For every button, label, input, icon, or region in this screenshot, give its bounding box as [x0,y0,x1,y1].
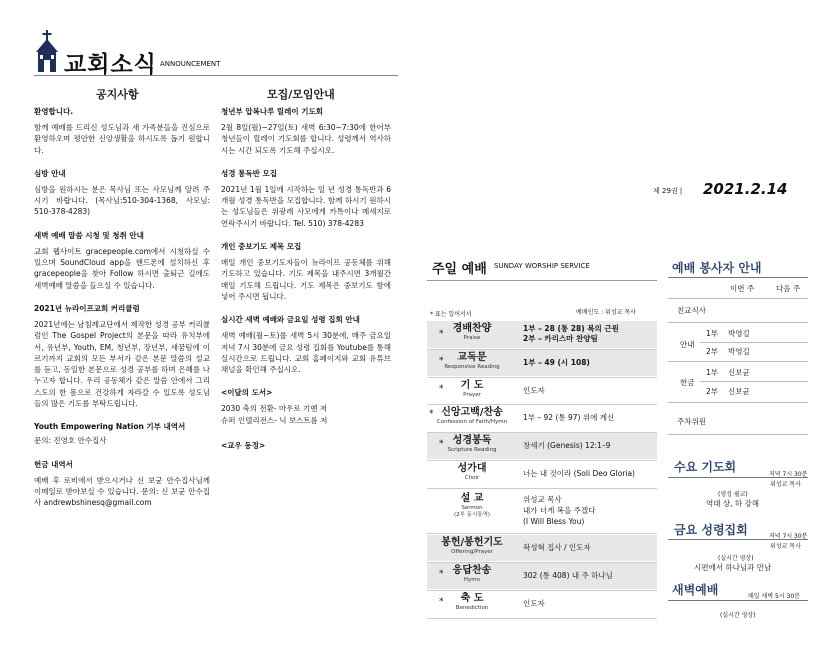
notice-item [34,421,210,446]
stand-marker: * [439,439,444,449]
server-name: 신보균 [728,387,750,396]
notice-title: 환영합니다. [34,107,74,116]
server-group: 친교식사 [677,306,706,315]
wed-prayer-desc: 역대 상, 하 강해 [706,499,760,508]
worship-item-name: 교독문 [457,352,487,363]
fri-meeting-title: 금요 성령집회 [674,523,748,537]
fri-meeting-desc: 시편에서 하나님과 만남 [694,563,772,572]
worship-item-sub: Praise [463,335,481,341]
worship-item-name: 성가대 [457,463,487,474]
notice-item [34,459,210,509]
worship-item-name: 성경봉독 [452,435,492,446]
notice-body: 함께 예배를 드리신 성도님과 새 가족분들을 진심으로 환영하오며 평안한 신앙생활을 하시도록 돕기 원합니다. [34,123,210,155]
recruit-body: 2021년 1월 1일에 시작하는 일 년 성경 통독반과 6개월 성경 통독반을 모집합니다. 함께 하시기 원하시는 성도님들은 위광례 사모에게 카톡이나 메세지로 연락주시기 바랍니다. Tel. 510) 378-4283 [221,184,391,228]
notice-item [34,303,210,409]
stand-marker: * [439,569,444,579]
stand-marker: * [439,356,444,366]
notice-body: 교회 웹사이트 gracepeople.com에서 시청하실 수 있으며 SoundCloud app을 핸드폰에 설치하신 후 gracepeople을 찾아 Follow 하시면 출퇴근 길에도 새벽예배 말씀을 들으실 수 있습니다. [34,246,210,290]
worship-item-sub: Choir [464,475,480,481]
server-group: 주차위원 [677,417,706,426]
worship-item-sub: Hymn [463,577,481,583]
stand-marker: * [429,409,434,419]
worship-item-value: 창세기 (Genesis) 12:1–9 [523,441,611,450]
worship-note-stand: * 표는 일어서서 [430,311,472,318]
worship-item-name: 설 교 [460,493,484,504]
worship-row-prayer [427,378,657,404]
recruit-title: 청년부 압복나루 릴레이 기도회 [221,107,324,116]
recruit-item [221,314,391,375]
worship-row-praise [427,321,657,348]
notice-title: Youth Empowering Nation 기부 내역서 [34,422,186,432]
worship-item-name: 응답찬송 [452,565,492,576]
header-divider [34,75,398,76]
recruit-title: 실시간 새벽 예배와 금요일 성령 집회 안내 [221,315,360,325]
worship-item-sub: Offering/Prayer [451,549,493,555]
worship-row-hymn [427,563,657,589]
notices-heading: 공지사항 [96,88,139,101]
notice-title: 헌금 내역서 [34,459,73,469]
header-subtitle: ANNOUNCEMENT [160,60,221,68]
recruit-body: 2월 8일(월)~27일(토) 새벽 6:30~7:30에 한어부 청년들이 릴레이 기도회를 합니다. 성령께서 역사하시는 시간 되도록 기도해 주십시오. [221,123,391,155]
servers-col-next-week: 다음 주 [776,284,801,293]
notice-body: 심방을 원하시는 분은 목사님 또는 사모님께 알려 주시기 바랍니다. (목사님:510-304-1368, 사모님: 510-378-4283) [34,184,210,217]
worship-item-value: 너는 내 것이라 (Soli Deo Gloria) [523,469,635,478]
worship-row-confession [427,405,657,431]
notice-title: 심방 안내 [34,168,66,178]
recruit-title: 개인 중보기도 제목 모집 [221,242,302,252]
dept-news-title: <교우 동정> [221,441,266,451]
server-part: 1부 [706,368,719,377]
server-part: 1부 [706,329,719,338]
dawn-service-time: 매일 새벽 5시 30분 [748,593,800,600]
servers-title: 예배 봉사자 안내 [672,261,762,275]
notice-title: 새벽 예배 말씀 시청 및 청취 안내 [34,230,144,240]
fri-meeting-time: 저녁 7시 30분 [769,533,808,540]
stand-marker: * [439,597,444,607]
worship-item-sub: Responsive Reading [444,364,500,370]
worship-item-name: 축 도 [460,593,484,604]
recruit-list [221,106,391,451]
recruit-item [221,241,391,302]
notices-list [34,106,210,509]
worship-row-sermon [427,490,657,530]
books-title: <이달의 도서> [221,388,273,398]
worship-row-choir [427,461,657,487]
notice-title: 2021년 뉴라이프교회 커리큘럼 [34,303,140,313]
worship-row-offering [427,535,657,561]
notice-body: 2021년에는 남침례교단에서 제작한 성경 공부 커리큘럼인 The Gospel Project의 본문을 따라 유치부에서, 유년부, Youth, EM, 청년부, 장년부, 새꿈팀에 이르기까지 교회의 모든 부서가 같은 본문 말씀의 설교를 듣고, 동일한 본문으로 성경 공부를 하며 은혜를 나누고자 합니다. 우리 공동체가 같은 말씀 안에서 그리스도의 한 몸으로 건강하게 자라갈 수 있도록 성도님들의 많은 기도를 부탁드립니다. [34,319,210,409]
header-title: 교회소식 [64,52,157,78]
worship-item-value: 인도자 [523,599,545,608]
worship-row-benediction [427,591,657,617]
server-group: 헌금 [680,378,695,387]
worship-item-name: 봉헌/봉헌기도 [441,537,503,548]
book-item: 슈퍼 인텔리전스- 닉 보스트롬 저 [221,415,328,425]
worship-item-value: 1부 – 28 (통 28) 복의 근원 2부 – 카리스마 찬양팀 [523,324,619,343]
notice-item [34,230,210,291]
server-name: 박영길 [728,329,750,338]
notice-body: 예배 후 로비에서 받으시거나 신 보균 안수집사님께 이메일로 받아보실 수 있습니다. 문의: 신 보균 안수집사 andrewbshinesq@gmail.com [34,475,210,508]
worship-leader: 예배인도 : 위성교 목사 [576,309,636,316]
stand-marker: * [439,329,444,339]
worship-item-value: 1부 – 92 (통 97) 위에 계신 [523,413,615,422]
wed-prayer-title: 수요 기도회 [674,460,737,474]
notice-item [34,168,210,218]
issue-vol: 제 29권 | [653,187,683,195]
worship-item-value: 302 (통 408) 내 주 하나님 [523,571,613,580]
issue-date: 2021.2.14 [703,180,788,198]
worship-subtitle: SUNDAY WORSHIP SERVICE [494,262,590,270]
worship-title-divider [427,280,657,281]
servers-col-this-week: 이번 주 [730,284,755,293]
worship-item-sub: Sermon (2부 동시통역) [453,505,491,518]
server-name: 박영길 [728,347,750,356]
fri-meeting-note: (실시간 영상) [718,555,754,562]
wed-prayer-time: 저녁 7시 30분 [769,471,808,478]
worship-item-value: 위성교 목사 내가 너게 복을 주겠다 (I Will Bless You) [523,495,596,526]
worship-row-reading [427,350,657,376]
worship-title: 주일 예배 [432,262,487,277]
worship-item-name: 경배찬양 [452,323,492,334]
stand-marker: * [439,384,444,394]
worship-item-value: 곽성혁 집사 / 인도자 [523,543,591,552]
recruit-body: 새벽 예배(월~토)를 새벽 5시 30분에, 매주 금요일 저녁 7시 30분에 금요 성령 집회를 Youtube를 통해 실시간으로 드립니다. 교회 홈페이지와 교회 유튜브 채널을 확인해 주십시오. [221,331,391,375]
notice-body: 문의: 진영호 안수집사 [34,436,107,446]
worship-item-sub: Scripture Reading [447,447,497,453]
recruit-title: 성경 통독반 모집 [221,168,277,178]
notice-item [34,106,210,156]
wed-prayer-note: (영성 쉴교) [718,491,748,498]
recruit-body: 매일 개인 중보기도자들이 뉴라이프 공동체를 위해 기도하고 있습니다. 기도 제목을 내주시면 3개월간 매일 기도해 드립니다. 기도 제목은 중보기도 함에 넣어 주시면 됩니다. [221,258,391,301]
dawn-service-title: 새벽예배 [672,583,719,597]
worship-item-sub: Prayer [463,392,481,398]
worship-item-value: 1부 – 49 (시 108) [523,358,590,367]
fri-meeting-leader: 위성교 목사 [770,543,801,550]
recruit-heading: 모집/모임안내 [267,88,335,101]
church-icon [34,30,60,74]
worship-item-sub: Benediction [455,605,489,611]
server-name: 신보균 [728,368,750,377]
book-item: 2030 축의 전환- 마우로 기옌 저 [221,404,328,414]
worship-row-scripture [427,433,657,459]
server-group: 안내 [680,340,695,349]
worship-item-sub: Confession of Faith/Hymn [436,419,508,425]
wed-prayer-leader: 위성교 목사 [770,481,801,488]
server-part: 2부 [706,347,719,356]
worship-item-value: 인도자 [523,386,545,395]
recruit-item [221,168,391,229]
dawn-service-note: (실시간 영상) [720,612,756,619]
server-part: 2부 [706,387,719,396]
worship-item-name: 기 도 [460,380,484,391]
worship-item-name: 신앙고백/찬송 [441,407,503,418]
recruit-item [221,106,391,156]
